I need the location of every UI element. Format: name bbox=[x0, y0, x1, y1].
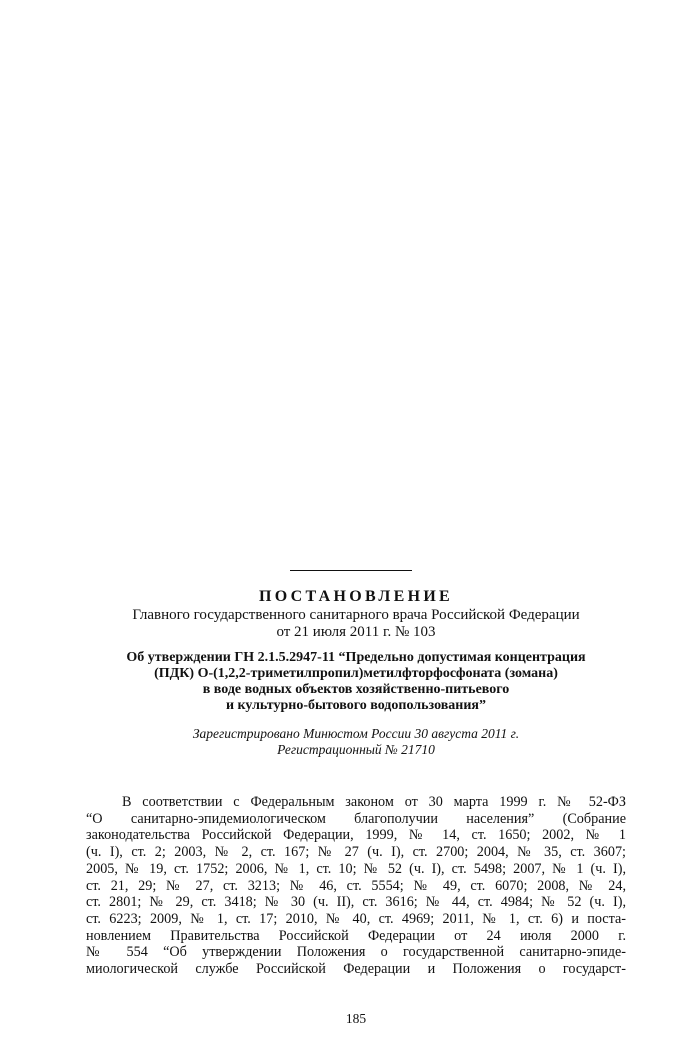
subject-title bbox=[86, 650, 626, 714]
body-line: № 554 “Об утверждении Положения о государственной санитарно-эпиде- bbox=[86, 944, 626, 961]
body-line: “О санитарно-эпидемиологическом благополучии населения” (Собрание bbox=[86, 810, 626, 827]
document-header bbox=[86, 587, 626, 758]
registration-line: Регистрационный № 21710 bbox=[277, 742, 435, 757]
registration-line: Зарегистрировано Минюстом России 30 августа 2011 г. bbox=[192, 726, 520, 741]
body-line: ст. 2801; № 29, ст. 3418; № 30 (ч. II), ст. 3616; № 44, ст. 4984; № 52 (ч. I), bbox=[86, 894, 626, 911]
body-line: ст. 6223; 2009, № 1, ст. 17; 2010, № 40, ст. 4969; 2011, № 1, ст. 6) и поста- bbox=[86, 910, 626, 927]
body-line: законодательства Российской Федерации, 1999, № 14, ст. 1650; 2002, № 1 bbox=[86, 827, 626, 844]
body-line: 2005, № 19, ст. 1752; 2006, № 1, ст. 10; № 52 (ч. I), ст. 5498; 2007, № 1 (ч. I), bbox=[86, 860, 626, 877]
registration-note bbox=[86, 726, 626, 758]
body-line: (ч. I), ст. 2; 2003, № 2, ст. 167; № 27 (ч. I), ст. 2700; 2004, № 35, ст. 3607; bbox=[86, 844, 626, 861]
date-number-line: от 21 июля 2011 г. № 103 bbox=[276, 624, 436, 640]
body-paragraph bbox=[86, 794, 626, 978]
issuer-line: Главного государственного санитарного врача Российской Федерации bbox=[132, 607, 580, 623]
top-divider-rule bbox=[290, 570, 412, 571]
body-line: новлением Правительства Российской Федерации от 24 июля 2000 г. bbox=[86, 927, 626, 944]
subject-line: (ПДК) О-(1,2,2-триметилпропил)метилфторфосфоната (зомана) bbox=[154, 666, 558, 681]
page-number: 185 bbox=[345, 1011, 367, 1026]
subject-line: Об утверждении ГН 2.1.5.2947-11 “Предельно допустимая концентрация bbox=[126, 650, 586, 665]
subject-line: в воде водных объектов хозяйственно-питьевого bbox=[202, 682, 510, 697]
subject-line: и культурно-бытового водопользования” bbox=[225, 698, 486, 713]
body-line: В соответствии с Федеральным законом от 30 марта 1999 г. № 52-ФЗ bbox=[122, 794, 626, 810]
body-line: миологической службе Российской Федерации и Положения о государст- bbox=[86, 961, 626, 978]
body-line: ст. 21, 29; № 27, ст. 3213; № 46, ст. 5554; № 49, ст. 6070; 2008, № 24, bbox=[86, 877, 626, 894]
document-type-heading: ПОСТАНОВЛЕНИЕ bbox=[258, 588, 454, 605]
